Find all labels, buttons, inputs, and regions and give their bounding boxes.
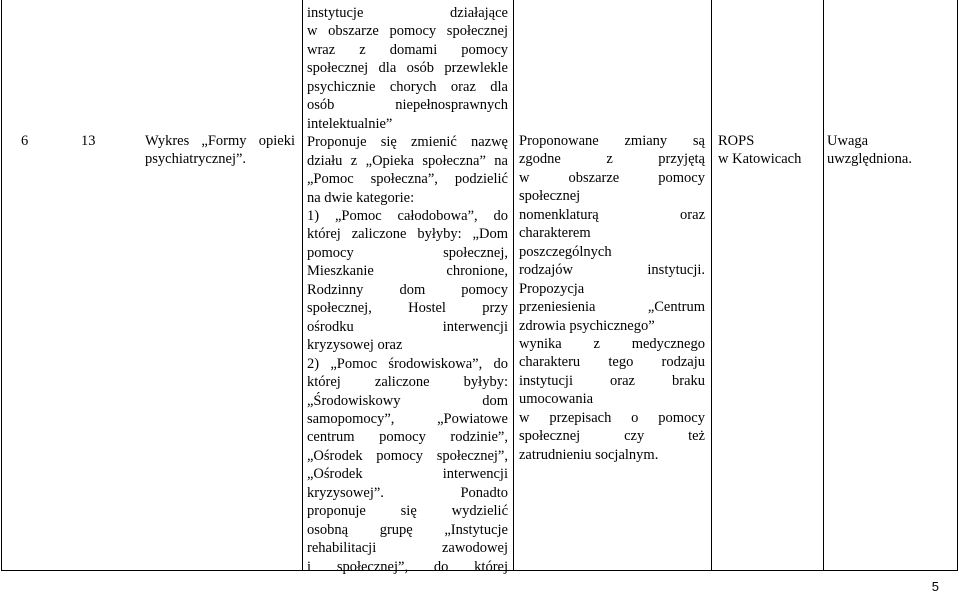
page-number: 5 xyxy=(931,579,939,594)
comments-table xyxy=(1,0,958,575)
justification-line: wynika z medycznego xyxy=(519,335,705,352)
proposal-line: centrum pomocy rodzinie”, xyxy=(307,429,508,446)
cell-lp xyxy=(21,132,28,150)
cell-fragment xyxy=(145,132,295,169)
justification-line: instytucji oraz braku xyxy=(519,372,705,389)
proposal-line: na dwie kategorie: xyxy=(307,189,415,206)
justification-line: nomenklaturą oraz xyxy=(519,206,705,223)
proposal-line: której zaliczone byłyby: xyxy=(307,374,508,391)
proposal-line: Mieszkanie chronione, xyxy=(307,263,508,280)
justification-line: Proponowane zmiany są xyxy=(519,133,705,149)
justification-line: zatrudnieniu socjalnym. xyxy=(519,446,659,463)
justification-line: rodzajów instytucji. xyxy=(519,262,705,279)
proposal-line: działu z „Opieka społeczna” na xyxy=(307,152,508,169)
fragment-line: psychiatrycznej”. xyxy=(145,151,247,168)
cell-source xyxy=(718,132,818,169)
cell-remarks xyxy=(827,132,952,169)
table-border-col4 xyxy=(513,0,514,570)
justification-line: poszczególnych xyxy=(519,243,612,260)
proposal-line: 1) „Pomoc całodobowa”, do xyxy=(307,207,508,224)
table-border-col5 xyxy=(711,0,712,570)
proposal-line: kryzysowej”. Ponadto xyxy=(307,484,508,501)
proposal-line: Proponuje się zmienić nazwę xyxy=(307,134,508,151)
justification-line: zdrowia psychicznego” xyxy=(519,317,655,334)
page-value: 13 xyxy=(81,133,96,149)
source-line: w Katowicach xyxy=(718,151,802,168)
justification-line: przeniesienia „Centrum xyxy=(519,299,705,316)
proposal-line: samopomocy”, „Powiatowe xyxy=(307,410,508,427)
proposal-line: społecznej, Hostel przy xyxy=(307,300,508,317)
remarks-line: uwzględniona. xyxy=(827,151,912,168)
cell-justification xyxy=(519,132,705,464)
proposal-line: „Ośrodek interwencji xyxy=(307,466,508,483)
proposal-line: społecznej dla osób przewlekle xyxy=(307,60,508,77)
fragment-line: Wykres „Formy opieki xyxy=(145,133,295,149)
proposal-line: psychicznie chorych oraz dla xyxy=(307,78,508,95)
proposal-line: „Środowiskowy dom xyxy=(307,392,508,409)
justification-line: społecznej xyxy=(519,188,581,205)
source-line: ROPS xyxy=(718,133,755,149)
proposal-line: której zaliczone byłyby: „Dom xyxy=(307,226,508,243)
justification-line: charakteru tego rodzaju xyxy=(519,354,705,371)
lp-value: 6 xyxy=(21,133,29,149)
cell-proposal xyxy=(307,4,508,576)
justification-line: umocowania xyxy=(519,391,594,408)
proposal-line: ośrodku interwencji xyxy=(307,318,508,335)
proposal-line: 2) „Pomoc środowiskowa”, do xyxy=(307,355,508,372)
proposal-line: osobną grupę „Instytucje xyxy=(307,521,508,538)
table-border-right xyxy=(957,0,958,570)
proposal-line: intelektualnie” xyxy=(307,115,393,132)
proposal-line: „Ośrodek pomocy społecznej”, xyxy=(307,447,508,464)
proposal-line: „Pomoc społeczna”, podzielić xyxy=(307,171,508,188)
table-border-col3 xyxy=(302,0,303,570)
justification-line: społecznej czy też xyxy=(519,428,705,445)
cell-page xyxy=(81,132,96,150)
proposal-line: kryzysowej oraz xyxy=(307,337,403,354)
proposal-line: osób niepełnosprawnych xyxy=(307,97,508,114)
proposal-line: Rodzinny dom pomocy xyxy=(307,281,508,298)
remarks-line: Uwaga xyxy=(827,133,869,149)
justification-line: charakterem xyxy=(519,225,591,242)
table-border-left xyxy=(1,0,2,570)
justification-line: Propozycja xyxy=(519,280,585,297)
justification-line: w obszarze pomocy xyxy=(519,169,705,186)
proposal-line: proponuje się wydzielić xyxy=(307,503,508,520)
proposal-line: instytucje działające xyxy=(307,5,508,21)
table-border-col6 xyxy=(823,0,824,570)
justification-line: w przepisach o pomocy xyxy=(519,409,705,426)
justification-line: zgodne z przyjętą xyxy=(519,151,705,168)
proposal-line: i społecznej”, do której xyxy=(307,558,508,575)
proposal-line: pomocy społecznej, xyxy=(307,244,508,261)
proposal-line: wraz z domami pomocy xyxy=(307,41,508,58)
proposal-line: rehabilitacji zawodowej xyxy=(307,540,508,557)
proposal-line: w obszarze pomocy społecznej xyxy=(307,23,508,40)
